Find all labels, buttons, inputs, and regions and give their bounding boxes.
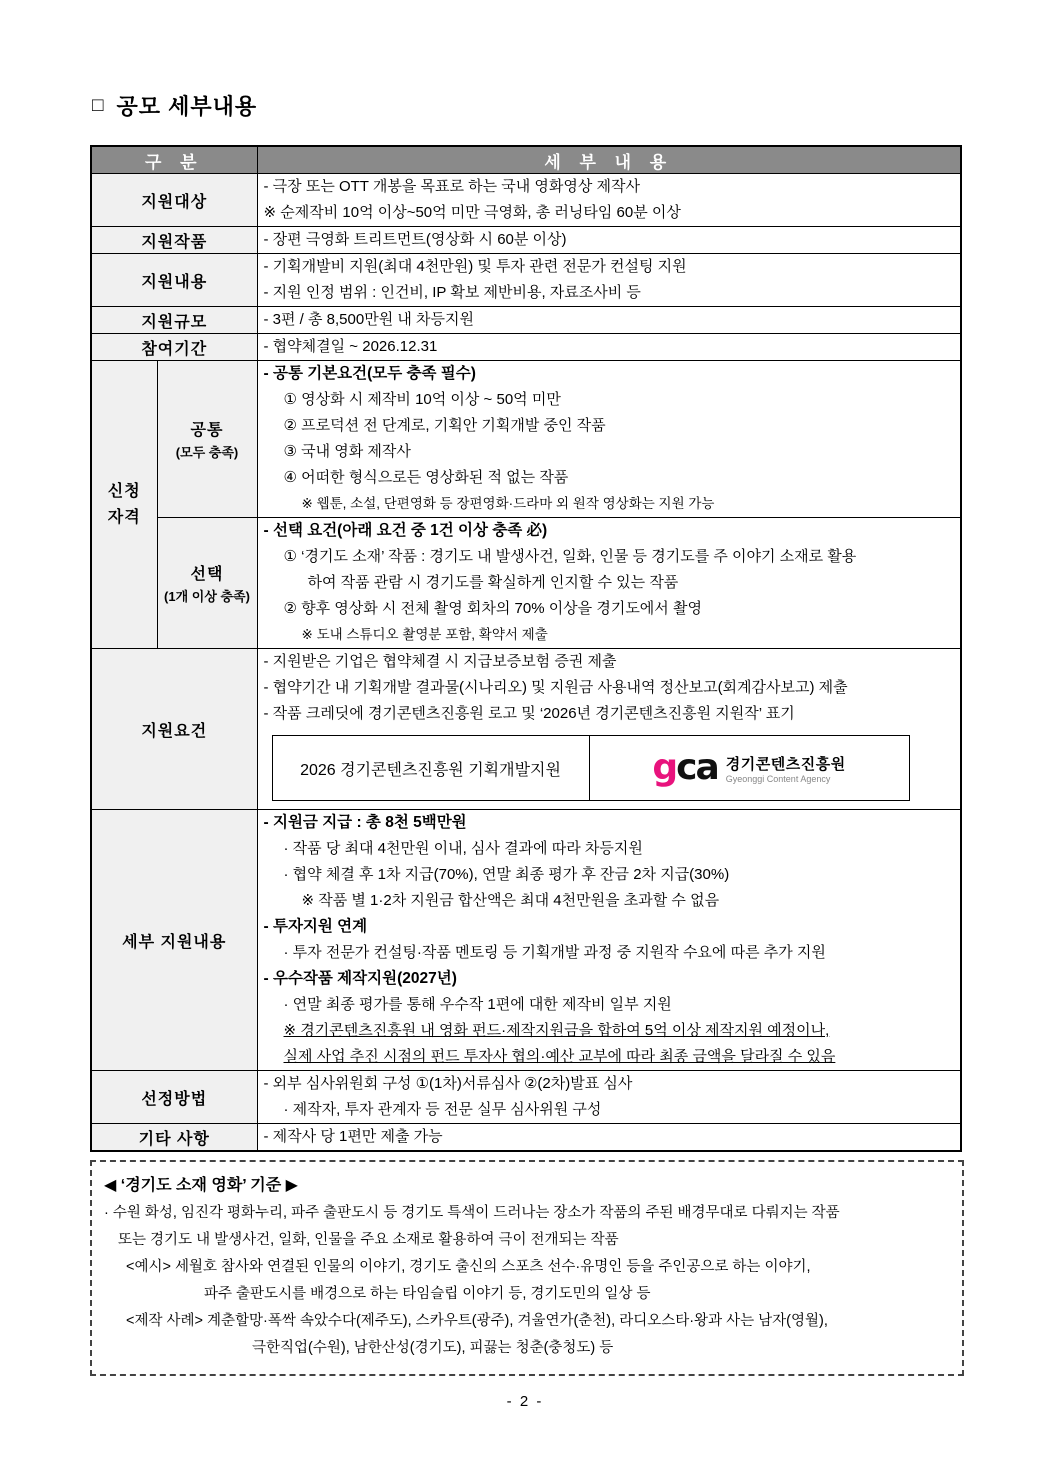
text-line: · 작품 당 최대 4천만원 이내, 심사 결과에 따라 차등지원: [283, 840, 643, 857]
page-title-text: 공모 세부내용: [116, 94, 258, 119]
row-label: 지원대상: [91, 174, 257, 227]
text-line: · 투자 전문가 컨설팅·작품 멘토링 등 기획개발 과정 중 지원작 수요에 따른 추가 지원: [283, 944, 826, 961]
text-line: <제작 사례> 계춘할망·폭싹 속았수다(제주도), 스카우트(광주), 겨울연가(춘천), 라디오스타·왕과 사는 남자(영월),: [126, 1313, 828, 1329]
header-detail: 세 부 내 용: [257, 146, 961, 174]
text-line: - 투자지원 연계: [263, 918, 368, 935]
text-line: - 지원 인정 범위 : 인건비, IP 확보 제반비용, 자료조사비 등: [263, 284, 641, 301]
row-content: [257, 810, 961, 1071]
table-row: [91, 1071, 961, 1124]
agency-name-en: Gyeonggi Content Agency: [725, 773, 831, 784]
page-title: [92, 90, 257, 121]
text-line: ※ 웹툰, 소설, 단편영화 등 장편영화·드라마 외 원작 영상화는 지원 가능: [301, 496, 715, 511]
credit-text: 2026 경기콘텐츠진흥원 기획개발지원: [273, 736, 590, 800]
row-sublabel: 선택 (1개 이상 충족): [157, 518, 257, 649]
text-line: - 선택 요건(아래 요건 중 1건 이상 충족 必): [263, 522, 548, 539]
text-line: ① ‘경기도 소재’ 작품 : 경기도 내 발생사건, 일화, 인물 등 경기도를 주 이야기 소재로 활용: [283, 548, 857, 565]
table-body: [91, 146, 961, 1151]
text-line: - 3편 / 총 8,500만원 내 차등지원: [263, 311, 474, 328]
text-line: - 공통 기본요건(모두 충족 필수): [263, 365, 476, 382]
row-content: [257, 227, 961, 254]
page-number: - 2 -: [506, 1393, 544, 1410]
table-row: [91, 254, 961, 307]
row-content: [257, 174, 961, 227]
row-label: 참여기간: [91, 334, 257, 361]
row-label: 세부 지원내용: [91, 810, 257, 1071]
square-bullet-icon: □: [92, 94, 105, 116]
text-line: ② 프로덕션 전 단계로, 기획안 기획개발 중인 작품: [283, 417, 606, 434]
text-line: ② 향후 영상화 시 전체 촬영 회차의 70% 이상을 경기도에서 촬영: [283, 600, 702, 617]
text-line: - 작품 크레딧에 경기콘텐츠진흥원 로고 및 ‘2026년 경기콘텐츠진흥원 지원작’ 표기: [263, 705, 795, 722]
text-line: - 장편 극영화 트리트먼트(영상화 시 60분 이상): [263, 231, 567, 248]
text-line: · 연말 최종 평가를 통해 우수작 1편에 대한 제작비 일부 지원: [283, 996, 672, 1013]
row-label: 지원규모: [91, 307, 257, 334]
text-line: - 협약기간 내 기획개발 결과물(시나리오) 및 지원금 사용내역 정산보고(회계감사보고) 제출: [263, 679, 848, 696]
agency-logo: [590, 736, 909, 800]
table-row: [91, 649, 961, 810]
text-line: 파주 출판도시를 배경으로 하는 타임슬립 이야기 등, 경기도민의 일상 등: [204, 1286, 651, 1302]
text-line: ④ 어떠한 형식으로든 영상화된 적 없는 작품: [283, 469, 569, 486]
text-line: 하여 작품 관람 시 경기도를 확실하게 인지할 수 있는 작품: [307, 574, 679, 591]
text-line: - 협약체결일 ~ 2026.12.31: [263, 338, 438, 355]
table-row: [91, 810, 961, 1071]
table-row: [91, 518, 961, 649]
text-line: 또는 경기도 내 발생사건, 일화, 인물을 주요 소재로 활용하여 극이 전개되는 작품: [118, 1232, 619, 1248]
text-line: ※ 경기콘텐츠진흥원 내 영화 펀드·제작지원금을 합하여 5억 이상 제작지원 예정이나,: [283, 1022, 830, 1039]
text-line: ※ 도내 스튜디오 촬영분 포함, 확약서 제출: [301, 627, 548, 642]
row-content: [257, 649, 961, 810]
text-line: - 극장 또는 OTT 개봉을 목표로 하는 국내 영화영상 제작사: [263, 178, 641, 195]
row-label: 기타 사항: [91, 1124, 257, 1152]
text-line: - 기획개발비 지원(최대 4천만원) 및 투자 관련 전문가 컨설팅 지원: [263, 258, 687, 275]
text-line: ※ 순제작비 10억 이상~50억 미만 극영화, 총 러닝타임 60분 이상: [263, 204, 681, 221]
text-line: · 협약 체결 후 1차 지급(70%), 연말 최종 평가 후 잔금 2차 지급(30%): [283, 866, 730, 883]
text-line: - 우수작품 제작지원(2027년): [263, 970, 457, 987]
criteria-box-body: [100, 1200, 954, 1362]
criteria-box-title: ◀ ‘경기도 소재 영화’ 기준 ▶: [104, 1177, 298, 1194]
header-category: 구 분: [91, 146, 257, 174]
row-content: [257, 518, 961, 649]
row-content: [257, 307, 961, 334]
text-line: 실제 사업 추진 시점의 펀드 투자사 협의·예산 교부에 따라 최종 금액을 달라질 수 있음: [283, 1048, 836, 1065]
gca-logo-icon: gca: [652, 747, 718, 788]
text-line: 극한직업(수원), 남한산성(경기도), 피끓는 청춘(충청도) 등: [252, 1340, 614, 1356]
text-line: - 지원금 지급 : 총 8천 5백만원: [263, 814, 467, 831]
table-header-row: [91, 146, 961, 174]
row-content: [257, 1124, 961, 1152]
agency-name-kr: 경기콘텐츠진흥원: [725, 755, 846, 773]
row-content: [257, 334, 961, 361]
row-label: 지원작품: [91, 227, 257, 254]
details-table: [90, 145, 962, 1152]
criteria-box: [90, 1160, 964, 1376]
table-row: [91, 361, 961, 518]
row-content: [257, 1071, 961, 1124]
text-line: ※ 작품 별 1·2차 지원금 합산액은 최대 4천만원을 초과할 수 없음: [301, 892, 720, 909]
row-sublabel: 공통 (모두 충족): [157, 361, 257, 518]
text-line: <예시> 세월호 참사와 연결된 인물의 이야기, 경기도 출신의 스포츠 선수·유명인 등을 주인공으로 하는 이야기,: [126, 1259, 811, 1275]
credit-logo-box: [272, 735, 910, 801]
table-row: [91, 1124, 961, 1152]
table-row: [91, 227, 961, 254]
table-row: [91, 334, 961, 361]
text-line: - 외부 심사위원회 구성 ①(1차)서류심사 ②(2차)발표 심사: [263, 1075, 633, 1092]
text-line: - 제작사 당 1편만 제출 가능: [263, 1128, 443, 1145]
table-row: [91, 307, 961, 334]
row-content: [257, 254, 961, 307]
text-line: ③ 국내 영화 제작사: [283, 443, 411, 460]
table-row: [91, 174, 961, 227]
row-label: 지원요건: [91, 649, 257, 810]
text-line: ① 영상화 시 제작비 10억 이상 ~ 50억 미만: [283, 391, 561, 408]
row-group-label: 신청 자격: [91, 361, 157, 649]
text-line: - 지원받은 기업은 협약체결 시 지급보증보험 증권 제출: [263, 653, 617, 670]
text-line: · 제작자, 투자 관계자 등 전문 실무 심사위원 구성: [283, 1101, 602, 1118]
row-label: 선정방법: [91, 1071, 257, 1124]
text-line: · 수원 화성, 임진각 평화누리, 파주 출판도시 등 경기도 특색이 드러나는 장소가 작품의 주된 배경무대로 다뤄지는 작품: [104, 1205, 840, 1221]
row-label: 지원내용: [91, 254, 257, 307]
row-content: [257, 361, 961, 518]
